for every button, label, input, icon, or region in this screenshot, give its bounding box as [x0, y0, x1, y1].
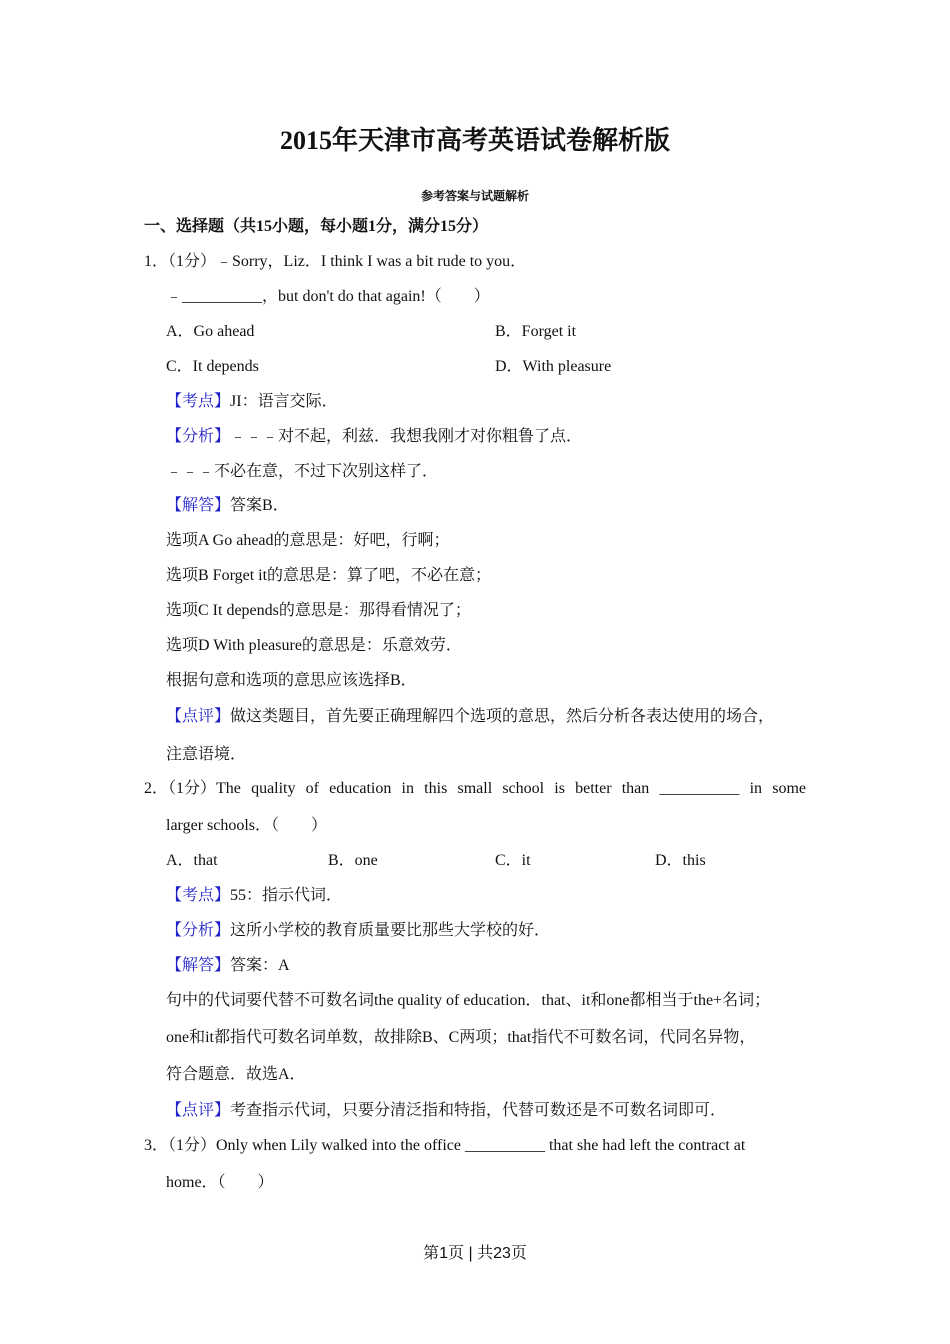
- q2-option-b: B．one: [328, 852, 378, 869]
- subtitle: 参考答案与试题解析: [420, 189, 529, 203]
- fenxi-text: ﹣﹣﹣对不起，利兹．我想我刚才对你粗鲁了点．: [230, 428, 583, 445]
- q1-line: 选项A Go ahead的意思是：好吧，行啊；: [166, 532, 450, 549]
- kaodian-tag: 【考点】: [166, 887, 231, 904]
- word: in: [749, 780, 763, 797]
- fenxi-tag: 【分析】: [166, 922, 231, 939]
- word: is: [554, 780, 565, 797]
- q1-line: 选项C It depends的意思是：那得看情况了；: [166, 602, 471, 619]
- q1-option-b: B．Forget it: [495, 323, 577, 340]
- q1-fenxi-2: ﹣﹣﹣不必在意，不过下次别这样了．: [166, 463, 439, 480]
- dianping-text: 做这类题目，首先要正确理解四个选项的意思，然后分析各表达使用的场合，: [230, 708, 775, 725]
- q1-dianping-2: 注意语境．: [166, 746, 247, 763]
- jieda-text: 答案B．: [230, 497, 289, 514]
- q2-dianping: [166, 1101, 726, 1121]
- q2-option-a: A．that: [166, 852, 218, 869]
- q2-line: 句中的代词要代替不可数名词the quality of education．that、it和one都相当于the+名词；: [166, 992, 771, 1009]
- word: of: [305, 780, 319, 797]
- kaodian-tag: 【考点】: [166, 393, 231, 410]
- word: small: [457, 780, 493, 797]
- kaodian-text: JI：语言交际．: [230, 393, 338, 410]
- q1-line: 根据句意和选项的意思应该选择B．: [166, 672, 417, 689]
- q2-option-d: D．this: [655, 852, 706, 869]
- dianping-tag: 【点评】: [166, 1102, 231, 1119]
- q1-option-c: C．It depends: [166, 358, 259, 375]
- fenxi-tag: 【分析】: [166, 428, 231, 445]
- jieda-text: 答案：A: [230, 957, 290, 974]
- dianping-text: 考查指示代词，只要分清泛指和特指，代替可数还是不可数名词即可．: [230, 1102, 727, 1119]
- word: better: [575, 780, 612, 797]
- word: education: [329, 780, 392, 797]
- q2-stem: [144, 779, 806, 799]
- q2-line: one和it都指代可数名词单数，故排除B、C两项；that指代不可数名词，代同名异物，: [166, 1029, 756, 1046]
- word: than: [621, 780, 650, 797]
- q2-line: 符合题意．故选A．: [166, 1066, 306, 1083]
- q1-dianping: [166, 707, 774, 727]
- q3-stem-2: home．（ ）: [166, 1174, 274, 1191]
- word: school: [502, 780, 545, 797]
- word: __________: [659, 780, 740, 797]
- q1-line: 选项D With pleasure的意思是：乐意效劳．: [166, 637, 462, 654]
- section-heading: 一、选择题（共15小题，每小题1分，满分15分）: [144, 218, 489, 235]
- q2-option-c: C．it: [495, 852, 531, 869]
- word: quality: [251, 780, 296, 797]
- page-footer: 第1页 | 共23页: [423, 1245, 527, 1262]
- q3-stem: 3．（1分）Only when Lily walked into the office __________ that she had left the contract at: [144, 1137, 746, 1154]
- q1-jieda: [166, 496, 289, 516]
- word: some: [772, 780, 806, 797]
- word: this: [424, 780, 448, 797]
- q1-stem-2: ﹣__________，but don't do that again!（ ）: [166, 288, 490, 305]
- q2-kaodian: [166, 886, 342, 906]
- page-title: 2015年天津市高考英语试卷解析版: [279, 126, 670, 155]
- dianping-tag: 【点评】: [166, 708, 231, 725]
- q2-stem-2: larger schools．（ ）: [166, 817, 328, 834]
- q1-kaodian: [166, 392, 338, 412]
- q1-fenxi: [166, 427, 582, 447]
- fenxi-text: 这所小学校的教育质量要比那些大学校的好．: [230, 922, 551, 939]
- q1-option-a: A．Go ahead: [166, 323, 255, 340]
- q1-line: 选项B Forget it的意思是：算了吧，不必在意；: [166, 567, 492, 584]
- q1-stem: 1．（1分）﹣Sorry，Liz．I think I was a bit rude to you．: [144, 253, 527, 270]
- q2-jieda: [166, 956, 290, 976]
- jieda-tag: 【解答】: [166, 957, 231, 974]
- word: in: [401, 780, 414, 797]
- word: 2．（1分）The: [144, 780, 241, 797]
- q2-fenxi: [166, 921, 550, 941]
- q1-option-d: D．With pleasure: [495, 358, 612, 375]
- kaodian-text: 55：指示代词．: [230, 887, 343, 904]
- jieda-tag: 【解答】: [166, 497, 231, 514]
